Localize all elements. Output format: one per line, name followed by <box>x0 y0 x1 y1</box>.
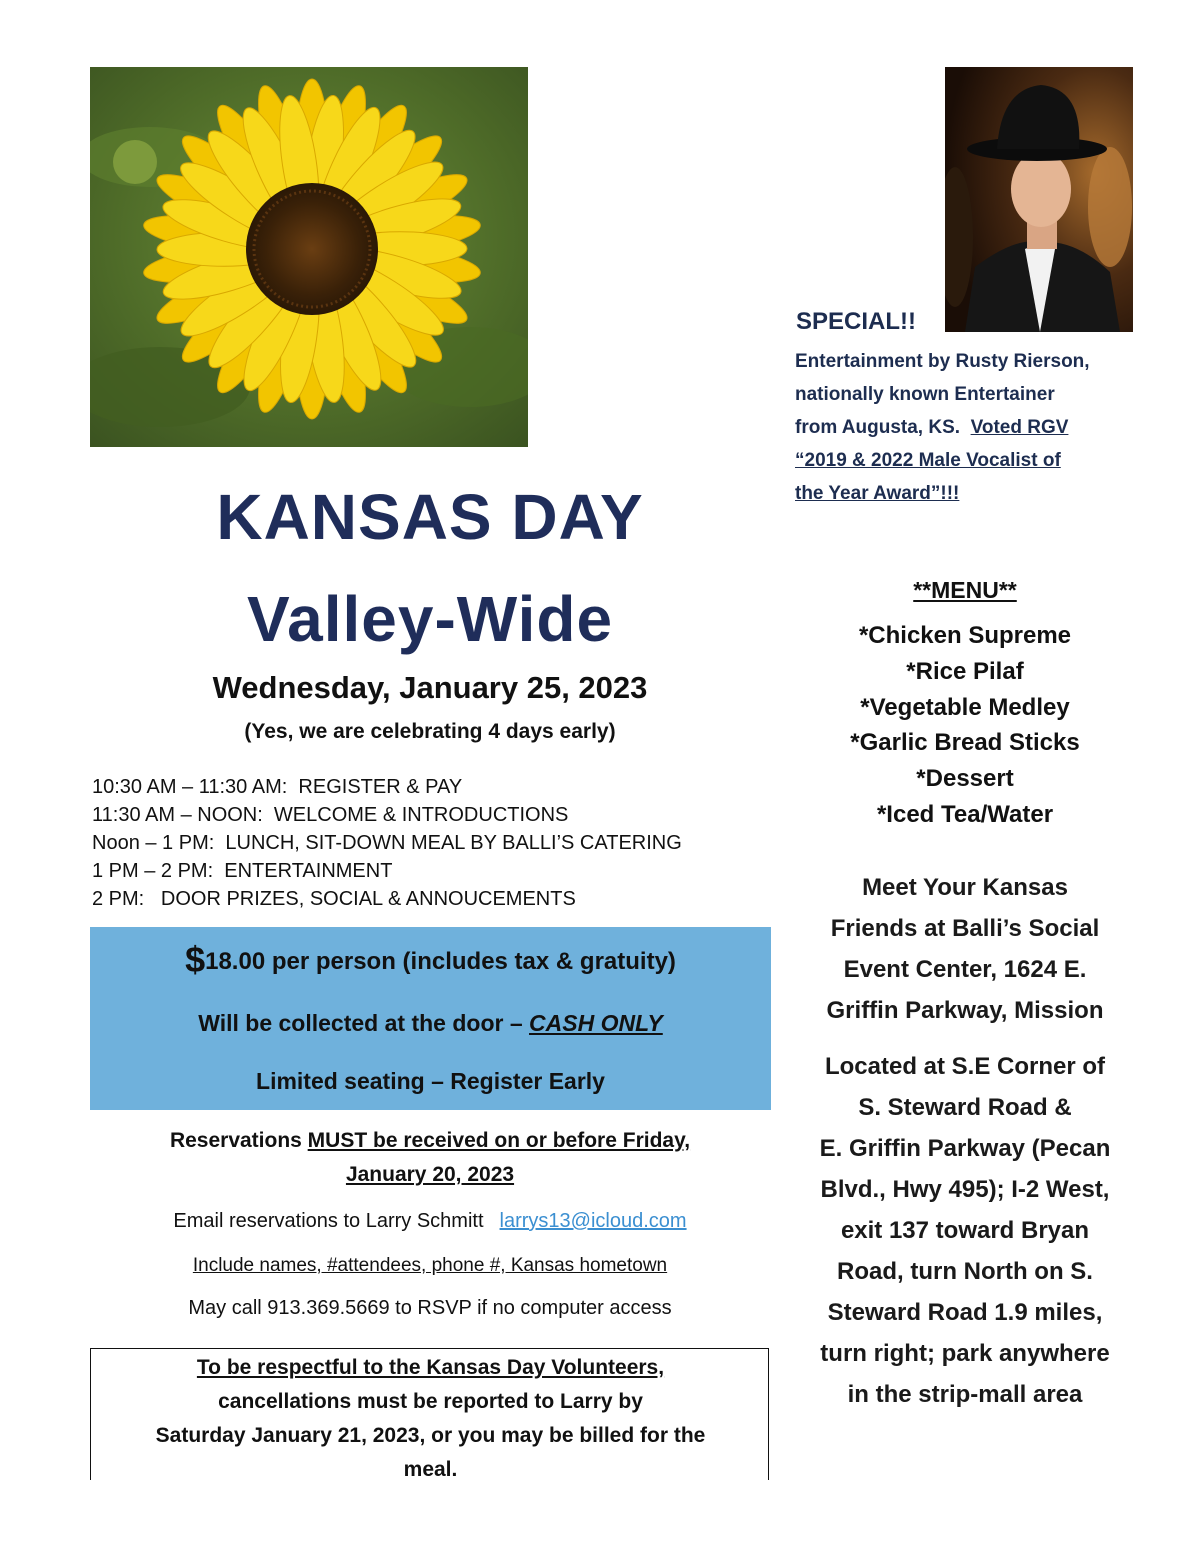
directions-line: Steward Road 1.9 miles, <box>827 1299 1103 1326</box>
menu-item: *Chicken Supreme <box>858 622 1072 649</box>
reservation-prefix: Reservations <box>169 1129 308 1152</box>
email-instructions: Email reservations to Larry Schmitt <box>173 1210 484 1232</box>
cash-only-label: CASH ONLY <box>529 1010 663 1036</box>
venue-line: Event Center, 1624 E. <box>843 956 1087 983</box>
menu-item: *Rice Pilaf <box>906 657 1024 685</box>
directions-line: Blvd., Hwy 495); I-2 West, <box>820 1176 1110 1203</box>
dollar-sign: $ <box>185 939 206 980</box>
payment-note-text: Will be collected at the door – <box>198 1010 530 1036</box>
schedule-item: 1 PM – 2 PM: ENTERTAINMENT <box>92 860 393 882</box>
schedule-item: Noon – 1 PM: LUNCH, SIT-DOWN MEAL BY BALLI’S CATERING <box>92 832 682 854</box>
payment-note <box>90 1010 771 1037</box>
venue-description <box>790 867 1140 1031</box>
menu-item: *Dessert <box>916 765 1014 793</box>
price-line <box>90 939 771 981</box>
directions-line: Located at S.E Corner of <box>824 1053 1106 1080</box>
cancellation-line-2: cancellations must be reported to Larry by <box>218 1390 643 1413</box>
early-note: (Yes, we are celebrating 4 days early) <box>244 720 616 743</box>
cancellation-box <box>90 1348 769 1480</box>
directions <box>790 1046 1140 1415</box>
reservation-deadline-text: MUST be received on or before Friday, <box>307 1129 691 1152</box>
schedule-item: 11:30 AM – NOON: WELCOME & INTRODUCTIONS <box>92 804 569 826</box>
menu-heading <box>795 577 1135 604</box>
schedule-list <box>92 773 772 913</box>
menu-item: *Vegetable Medley <box>860 693 1070 721</box>
cancellation-line-1: To be respectful to the Kansas Day Volunteers, <box>196 1356 665 1379</box>
entertainment-line-1: Entertainment by Rusty Rierson, <box>795 351 1090 372</box>
award-text-a: Voted RGV <box>970 417 1069 438</box>
directions-line: S. Steward Road & <box>858 1094 1072 1121</box>
venue-line: Friends at Balli’s Social <box>830 915 1100 942</box>
cancellation-text <box>91 1351 770 1487</box>
phone-instructions: May call 913.369.5669 to RSVP if no computer access <box>188 1297 672 1319</box>
award-text-b: “2019 & 2022 Male Vocalist of <box>795 450 1061 471</box>
directions-line: turn right; park anywhere <box>820 1340 1110 1367</box>
venue-line: Griffin Parkway, Mission <box>826 997 1104 1024</box>
entertainer-portrait <box>945 67 1133 332</box>
directions-line: in the strip-mall area <box>847 1381 1083 1408</box>
price-text: 18.00 per person (includes tax & gratuity) <box>205 948 676 975</box>
menu-heading-text: **MENU** <box>913 577 1017 603</box>
entertainment-line-3 <box>795 411 1155 444</box>
directions-line: exit 137 toward Bryan <box>840 1217 1090 1244</box>
email-link[interactable]: larrys13@icloud.com <box>499 1210 687 1232</box>
event-date: Wednesday, January 25, 2023 <box>212 670 648 705</box>
reservation-deadline <box>90 1124 770 1192</box>
menu-item: *Garlic Bread Sticks <box>850 729 1080 757</box>
entertainment-description <box>795 345 1155 510</box>
menu-list <box>795 618 1135 833</box>
include-instructions: Include names, #attendees, phone #, Kansas hometown <box>192 1255 668 1276</box>
menu-item: *Iced Tea/Water <box>876 800 1054 828</box>
cancellation-line-4: meal. <box>403 1458 458 1481</box>
page-title: KANSAS DAY <box>216 481 644 553</box>
sunflower-image <box>90 67 528 447</box>
seating-note: Limited seating – Register Early <box>256 1068 605 1094</box>
price-box <box>90 927 771 1110</box>
reservation-deadline-date: January 20, 2023 <box>345 1163 515 1186</box>
page-subtitle: Valley-Wide <box>246 583 614 655</box>
entertainment-origin: from Augusta, KS. <box>795 417 961 438</box>
award-text-c: the Year Award”!!! <box>795 483 960 504</box>
cancellation-line-3: Saturday January 21, 2023, or you may be billed for the <box>155 1424 706 1447</box>
special-heading: SPECIAL!! <box>796 308 916 335</box>
directions-line: E. Griffin Parkway (Pecan <box>819 1135 1111 1162</box>
email-line <box>90 1210 770 1233</box>
schedule-item: 10:30 AM – 11:30 AM: REGISTER & PAY <box>92 776 463 798</box>
entertainment-line-2: nationally known Entertainer <box>795 384 1055 405</box>
schedule-item: 2 PM: DOOR PRIZES, SOCIAL & ANNOUCEMENTS <box>92 888 576 910</box>
directions-line: Road, turn North on S. <box>837 1258 1093 1285</box>
venue-line: Meet Your Kansas <box>862 874 1068 901</box>
